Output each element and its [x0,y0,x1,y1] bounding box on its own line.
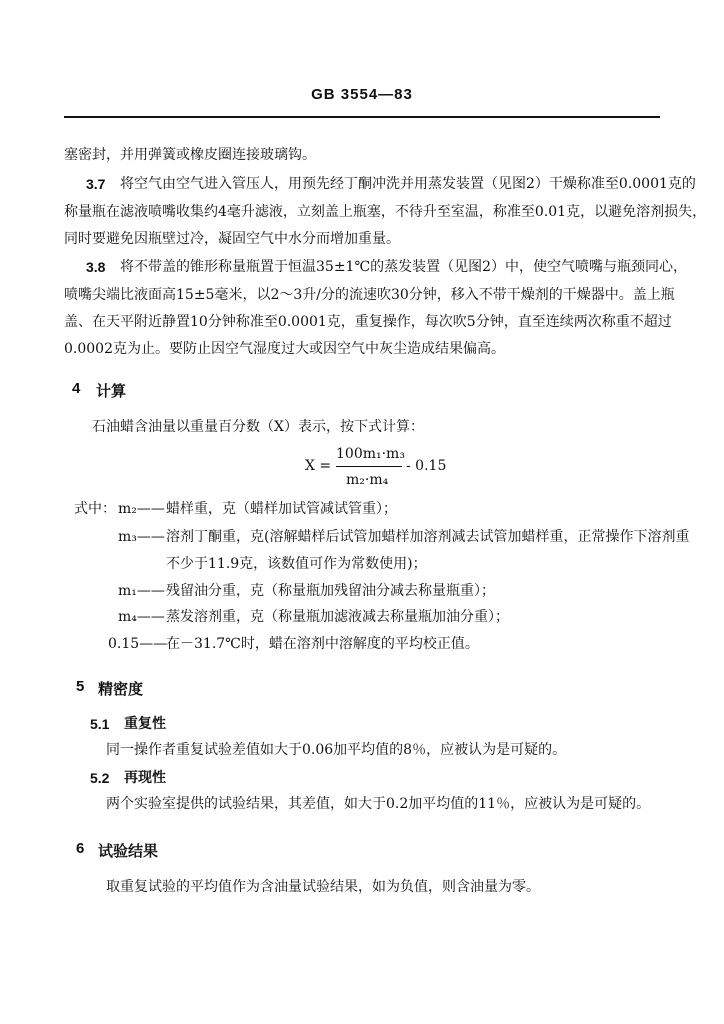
clause-3-8-line-2: 喷嘴尖端比液面高15±5毫米，以2～3升/分的流速吹30分钟，移入不带干燥剂的干燥器中。盖上瓶 [64,287,675,303]
fraction-bar [336,466,402,467]
formula-numerator: 100m₁·m₃ [336,446,405,462]
def-m1-symbol: m₁—— [118,583,165,599]
clause-5-2-text: 两个实验室提供的试验结果，其差值，如大于0.2加平均值的11％，应被认为是可疑的。 [106,796,651,812]
header-rule [64,116,660,118]
clause-3-8-line-1: 将不带盖的锥形称量瓶置于恒温35±1℃的蒸发装置（见图2）中，使空气喷嘴与瓶颈同心， [120,259,688,275]
clause-5-2-number: 5.2 [90,770,110,786]
section-5-number: 5 [76,678,85,695]
def-m2-text: 蜡样重，克（蜡样加试管减试管重）； [166,501,397,517]
def-m3-text-cont: 不少于11.9克，该数值可作为常数使用)； [166,556,427,572]
def-m4-symbol: m₄—— [118,609,165,625]
def-m2-symbol: m₂—— [118,501,165,517]
clause-3-7-line-3: 同时要避免因瓶壁过冷，凝固空气中水分而增加重量。 [64,231,400,247]
def-constant-text: 在－31.7℃时，蜡在溶剂中溶解度的平均校正值。 [166,636,479,652]
clause-3-8-line-4: 0.0002克为止。要防止因空气湿度过大或因空气中灰尘造成结果偏高。 [64,341,505,357]
clause-5-1-text: 同一操作者重复试验差值如大于0.06加平均值的8％，应被认为是可疑的。 [106,742,567,758]
section-4-number: 4 [72,380,81,397]
section-6-title: 试验结果 [98,843,159,860]
section-6-number: 6 [76,840,85,857]
def-m3-text: 溶剂丁酮重，克(溶解蜡样后试管加蜡样加溶剂减去试管加蜡样重，正常操作下溶剂重 [166,529,690,545]
section-4-title: 计算 [96,383,127,400]
section-6-text: 取重复试验的平均值作为含油量试验结果，如为负值，则含油量为零。 [106,879,540,895]
clause-5-1-number: 5.1 [90,716,110,732]
formula-lhs: X = [305,458,332,474]
def-m4-text: 蒸发溶剂重，克（称量瓶加滤液减去称量瓶加油分重）； [166,609,509,625]
section-4-intro: 石油蜡含油量以重量百分数（X）表示，按下式计算： [92,419,424,435]
clause-5-2-title: 再现性 [124,770,166,786]
section-5-title: 精密度 [98,681,144,698]
formula-tail: - 0.15 [406,458,447,474]
document-header: GB 3554—83 [311,86,413,103]
clause-3-7-line-1: 将空气由空气进入管压人，用预先经丁酮冲洗并用蒸发装置（见图2）干燥称准至0.0001克的 [120,176,696,192]
clause-3-8-line-3: 盖、在天平附近静置10分钟称准至0.0001克，重复操作，每次吹5分钟，直至连续两次称重不超过 [64,314,672,330]
clause-3-8-number: 3.8 [86,259,106,275]
def-m1-text: 残留油分重，克（称量瓶加残留油分减去称量瓶重）； [166,583,495,599]
def-m3-symbol: m₃—— [118,529,165,545]
intro-line: 塞密封，并用弹簧或橡皮圈连接玻璃钩。 [64,147,316,163]
def-constant-symbol: 0.15—— [108,636,168,652]
clause-5-1-title: 重复性 [124,716,166,732]
formula-denominator: m₂·m₄ [346,472,389,488]
clause-3-7-line-2: 称量瓶在滤液喷嘴收集约4毫升滤液，立刻盖上瓶塞，不待升至室温，称准至0.01克，以避免溶剂损失， [64,204,707,220]
clause-3-7-number: 3.7 [86,176,106,192]
where-label: 式中： [74,501,116,517]
